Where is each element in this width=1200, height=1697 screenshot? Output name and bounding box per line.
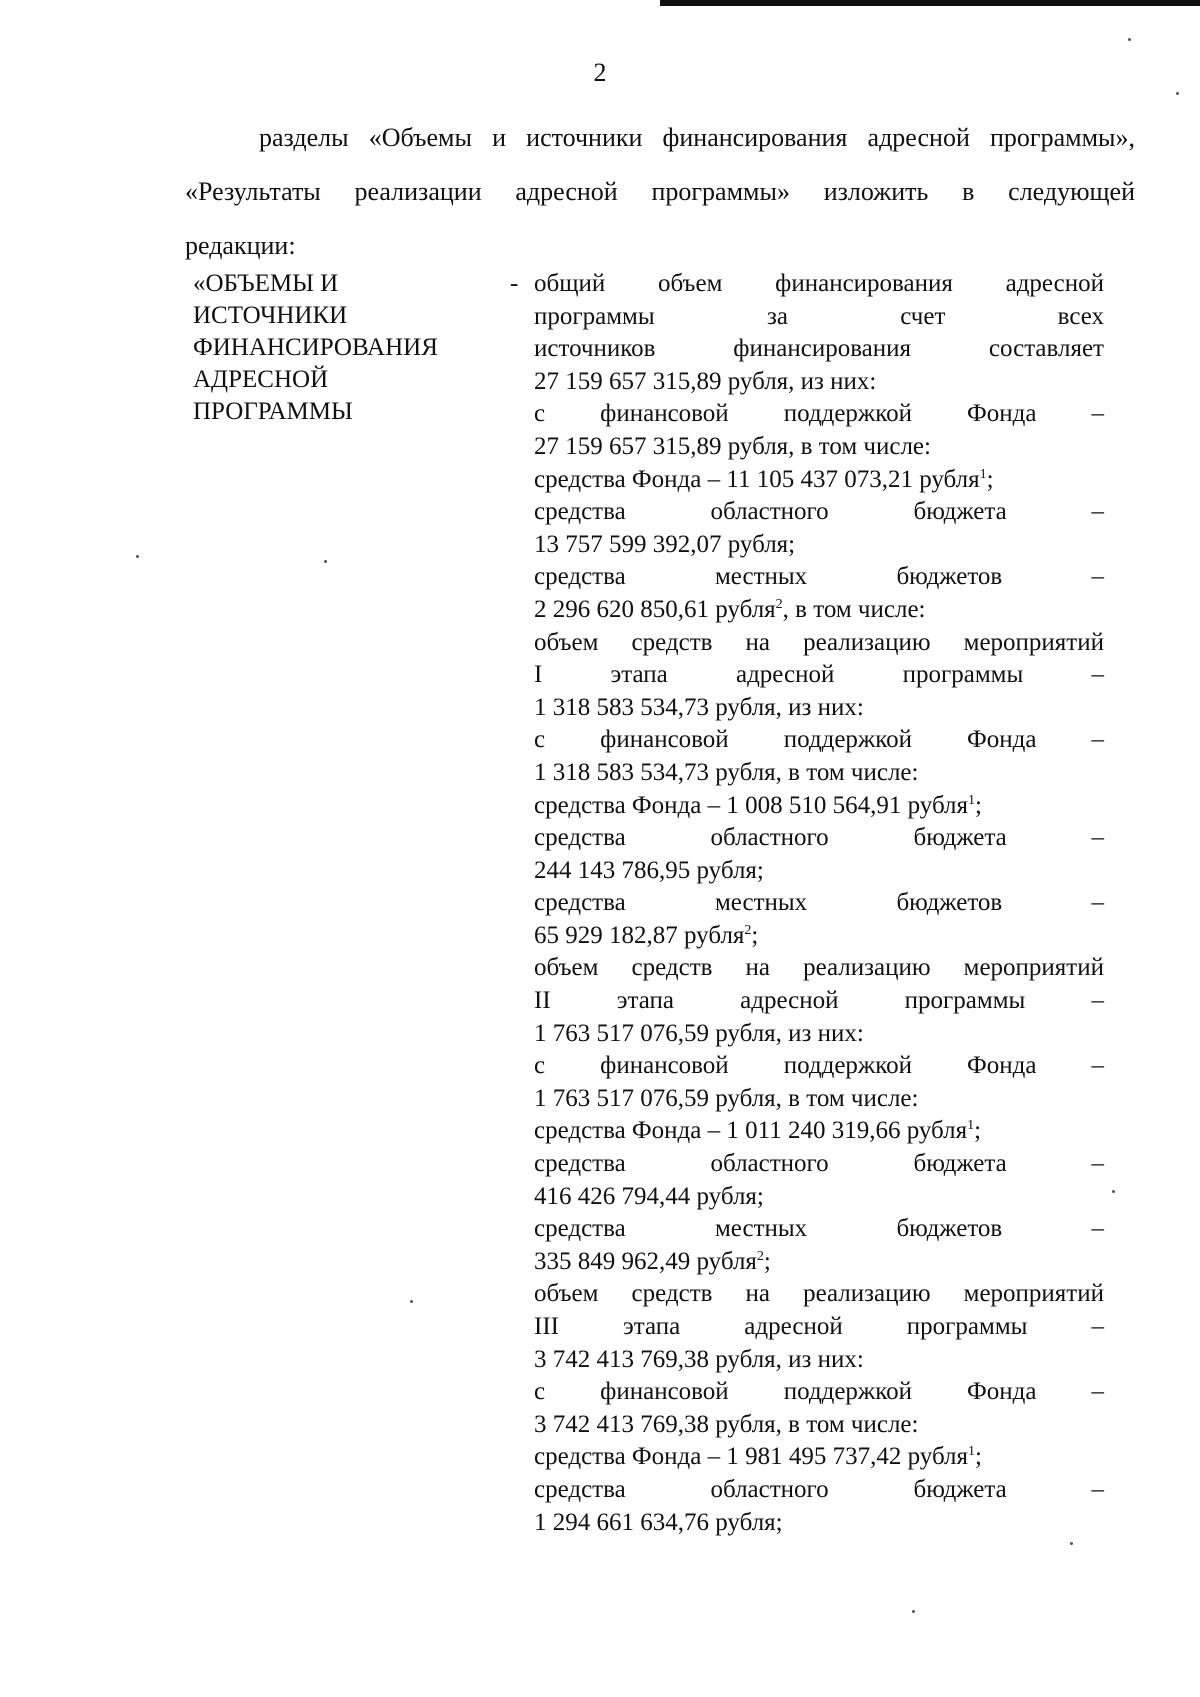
heading-line: ПРОГРАММЫ [193,398,353,425]
financing-line: 335 849 962,49 рубля$^2$; [534,1247,771,1275]
heading-line: АДРЕСНОЙ [193,366,329,393]
financing-line: III этапа адресной программы – [534,1313,1104,1340]
scan-speck [1128,38,1131,41]
footnote-marker: 1 [968,1444,976,1460]
heading-line: «ОБЪЕМЫ И [193,270,339,297]
footnote-marker: 1 [979,466,987,482]
scan-speck [410,1300,413,1303]
footnote-marker: 1 [968,792,976,808]
scan-speck [1070,1542,1073,1545]
scan-speck [324,560,327,563]
financing-line: программы за счет всех [534,302,1104,330]
financing-line: средства Фонда – 1 981 495 737,42 рубля$^1$; [534,1443,982,1471]
financing-line: 244 143 786,95 рубля; [534,856,764,884]
financing-line: общий объем финансирования адресной [534,270,1104,297]
financing-line: II этапа адресной программы – [534,987,1104,1015]
scan-speck [912,1610,915,1613]
financing-line: 27 159 657 315,89 рубля, из них: [534,367,877,395]
financing-line: с финансовой поддержкой Фонда – [534,1052,1104,1080]
intro-line-3: редакции: [185,231,296,260]
financing-line: средства местных бюджетов – [534,1215,1104,1243]
financing-line: 65 929 182,87 рубля$^2$; [534,921,759,949]
footnote-marker: 2 [775,596,783,612]
financing-line: объем средств на реализацию мероприятий [534,1280,1104,1308]
financing-line: 13 757 599 392,07 рубля; [534,530,796,558]
financing-line: 416 426 794,44 рубля; [534,1182,764,1210]
financing-line: средства местных бюджетов – [534,563,1104,591]
financing-line: объем средств на реализацию мероприятий [534,628,1104,656]
financing-line: средства областного бюджета – [534,1475,1104,1503]
footnote-marker: 1 [967,1118,975,1134]
financing-line: средства областного бюджета – [534,824,1104,852]
scan-speck [136,555,139,558]
financing-line: средства Фонда – 1 011 240 319,66 рубля$^1$; [534,1117,982,1145]
financing-line: 27 159 657 315,89 рубля, в том числе: [534,432,931,460]
financing-line: 1 318 583 534,73 рубля, в том числе: [534,758,919,786]
heading-line: ИСТОЧНИКИ [193,302,348,329]
footnote-marker: 2 [744,922,752,938]
financing-line: средства областного бюджета – [534,1150,1104,1178]
section-dash: - [510,270,519,297]
financing-line: 1 318 583 534,73 рубля, из них: [534,693,864,721]
financing-line: объем средств на реализацию мероприятий [534,954,1104,982]
financing-line: средства Фонда – 1 008 510 564,91 рубля$^1$; [534,791,982,819]
financing-line: с финансовой поддержкой Фонда – [534,726,1104,754]
financing-line: 3 742 413 769,38 рубля, в том числе: [534,1410,919,1438]
page-number: 2 [593,58,607,87]
financing-line: источников финансирования составляет [534,335,1104,363]
intro-line-2: «Результаты реализации адресной программы» изложить в следующей [185,177,1135,206]
financing-line: средства местных бюджетов – [534,889,1104,917]
financing-line: средства Фонда – 11 105 437 073,21 рубля$^1$; [534,465,994,493]
financing-line: средства областного бюджета – [534,498,1104,526]
financing-line: 1 763 517 076,59 рубля, в том числе: [534,1084,919,1112]
financing-line: 2 296 620 850,61 рубля$^2$, в том числе: [534,595,926,623]
scan-speck [1176,92,1179,95]
section-heading [193,268,493,428]
financing-line: I этапа адресной программы – [534,661,1104,689]
financing-line: 3 742 413 769,38 рубля, из них: [534,1345,864,1373]
financing-line: с финансовой поддержкой Фонда – [534,1378,1104,1406]
footnote-marker: 2 [756,1248,764,1264]
financing-line: с финансовой поддержкой Фонда – [534,400,1104,428]
financing-details [534,268,1104,1539]
intro-paragraph [185,111,1135,273]
intro-line-1: разделы «Объемы и источники финансирования адресной программы», [259,123,1135,152]
heading-line: ФИНАНСИРОВАНИЯ [193,334,438,361]
top-border-line [660,0,1200,6]
financing-line: 1 294 661 634,76 рубля; [534,1508,783,1536]
scan-speck [1112,1190,1115,1193]
financing-line: 1 763 517 076,59 рубля, из них: [534,1019,864,1047]
